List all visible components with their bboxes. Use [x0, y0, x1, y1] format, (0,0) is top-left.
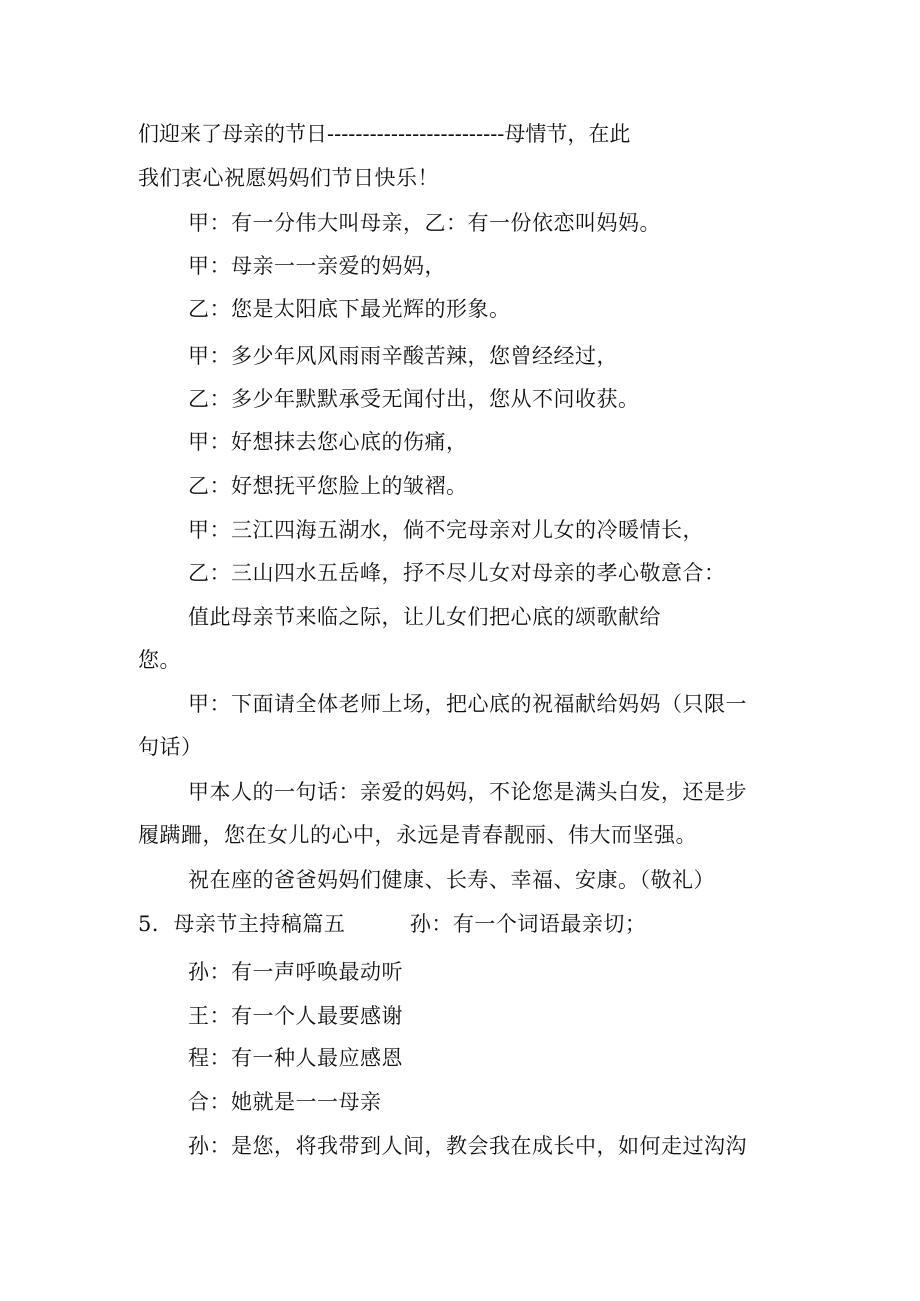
text-line: 乙：多少年默默承受无闻付出，您从不问收获。	[188, 387, 640, 411]
text-line: 乙：三山四水五岳峰，抒不尽儿女对母亲的孝心敬意合：	[188, 561, 726, 585]
text-line: 合：她就是一一母亲	[188, 1090, 382, 1114]
text-line: 我们衷心祝愿妈妈们节日快乐！	[138, 166, 439, 190]
text-line: 们迎来了母亲的节日-------------------------母情节，在此	[138, 122, 631, 146]
text-line: 甲：有一分伟大叫母亲，乙：有一份依恋叫妈妈。	[188, 211, 661, 235]
text-line: 甲：三江四海五湖水，倘不完母亲对儿女的冷暖情长，	[188, 518, 704, 542]
text-line: 甲：下面请全体老师上场，把心底的祝福献给妈妈（只限一	[188, 692, 747, 716]
text-line: 句话）	[138, 735, 203, 759]
text-line: 甲：多少年风风雨雨辛酸苦辣，您曾经经过，	[188, 344, 618, 368]
text-line: 乙：您是太阳底下最光辉的形象。	[188, 297, 511, 321]
text-line: 值此母亲节来临之际，让儿女们把心底的颂歌献给	[188, 605, 661, 629]
text-line: 履蹒跚，您在女儿的心中，永远是青春靓丽、伟大而坚强。	[138, 823, 697, 847]
text-line: 您。	[138, 648, 181, 672]
text-line: 孙：有一声呼唤最动听	[188, 960, 403, 984]
text-line: 祝在座的爸爸妈妈们健康、长寿、幸福、安康。（敬礼）	[188, 868, 715, 892]
text-line: 甲：好想抹去您心底的伤痛，	[188, 430, 468, 454]
text-line: 甲：母亲一一亲爱的妈妈，	[188, 254, 446, 278]
text-line: 孙：是您，将我带到人间，教会我在成长中，如何走过沟沟	[188, 1134, 747, 1158]
section-heading: 5．母亲节主持稿篇五 孙：有一个词语最亲切；	[138, 912, 647, 936]
text-line: 王：有一个人最要感谢	[188, 1004, 403, 1028]
text-line: 甲本人的一句话：亲爱的妈妈，不论您是满头白发，还是步	[188, 780, 747, 804]
text-line: 乙：好想抚平您脸上的皱褶。	[188, 474, 468, 498]
text-line: 程：有一种人最应感恩	[188, 1046, 403, 1070]
